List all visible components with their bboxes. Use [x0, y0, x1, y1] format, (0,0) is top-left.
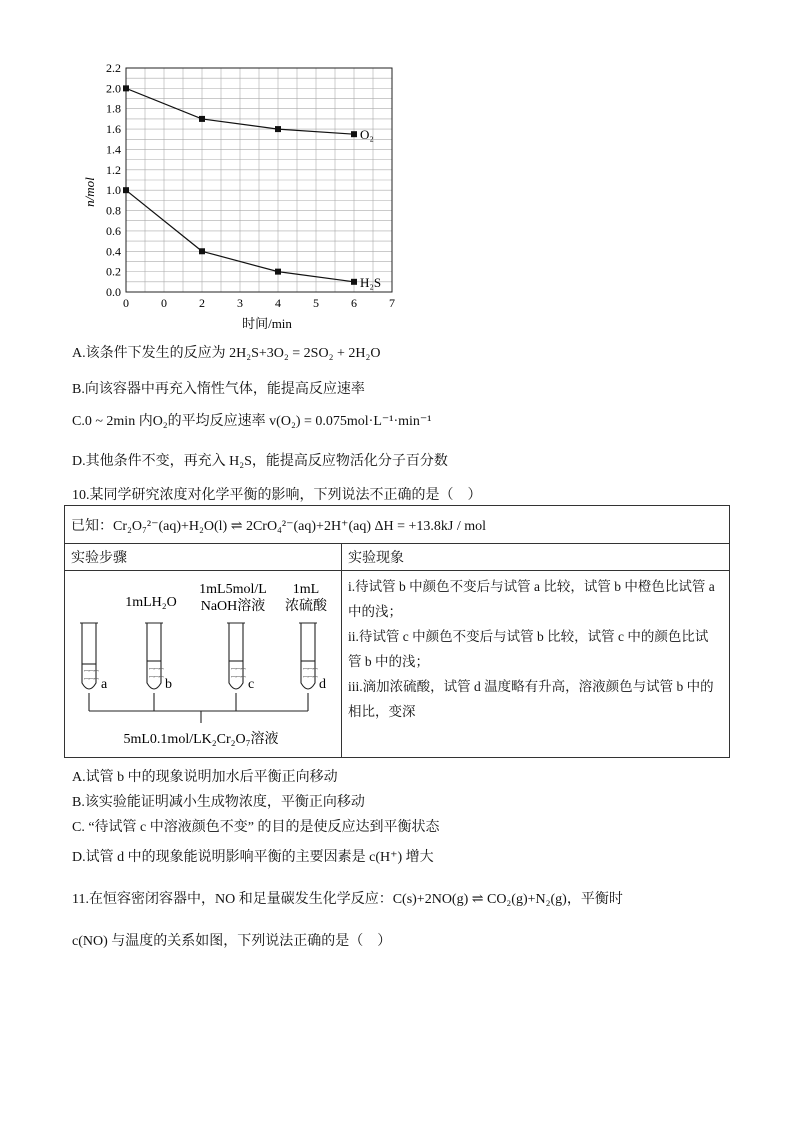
- label-naoh-2: NaOH溶液: [200, 599, 266, 614]
- obs-line-3: ii.待试管 c 中颜色不变后与试管 b 比较，试管 c 中的颜色比试: [348, 629, 709, 644]
- x-tick-label: 4: [275, 296, 281, 310]
- x-tick-label: 3: [237, 296, 243, 310]
- x-tick-label: 7: [389, 296, 395, 310]
- y-tick-label: 1.2: [106, 162, 121, 177]
- q9-option-d: D.其他条件不变，再充入 H₂S，能提高反应物活化分子百分数: [72, 454, 448, 469]
- tubes-diagram: [65, 571, 341, 757]
- tube-label-c: c: [248, 677, 255, 692]
- y-tick-label: 0.0: [106, 285, 121, 299]
- q11-line-1: 11.在恒容密闭容器中，NO 和足量碳发生化学反应：C(s)+2NO(g) ⇌ CO₂(g)+N₂(g)，平衡时: [72, 892, 623, 907]
- x-axis-label: 时间/min: [242, 316, 292, 331]
- label-water: 1mLH₂O: [125, 595, 177, 610]
- y-tick-label: 0.4: [106, 244, 121, 259]
- label-acid-2: 浓硫酸: [285, 599, 327, 614]
- y-tick-label: 1.8: [106, 101, 121, 116]
- data-point-H2S: [351, 279, 357, 285]
- q11-line-2: c(NO) 与温度的关系如图，下列说法正确的是（ ）: [72, 934, 392, 949]
- y-tick-label: 1.0: [106, 183, 121, 198]
- svg-text:ꟷꟷꟷ: ꟷꟷꟷ: [84, 676, 99, 683]
- data-point-H2S: [199, 248, 205, 254]
- svg-text:ꟷꟷꟷ: ꟷꟷꟷ: [149, 674, 164, 681]
- obs-line-5: iii.滴加浓硫酸，试管 d 温度略有升高，溶液颜色与试管 b 中的: [348, 679, 714, 694]
- data-point-O2: [123, 85, 129, 91]
- observations-cell: [342, 571, 730, 758]
- q10-option-b: B.该实验能证明减小生成物浓度，平衡正向移动: [72, 795, 365, 810]
- y-tick-label: 0.8: [106, 203, 121, 218]
- chart-grid: [126, 68, 392, 292]
- label-acid-1: 1mL: [292, 582, 320, 597]
- data-point-O2: [351, 131, 357, 137]
- q9-option-c: C.0 ~ 2min 内O₂的平均反应速率 v(O₂) = 0.075mol·L⁻¹·min⁻¹: [72, 414, 432, 429]
- q9-option-a: A.该条件下发生的反应为 2H₂S+3O₂ = 2SO₂ + 2H₂O: [72, 346, 381, 361]
- tube-label-d: d: [319, 677, 326, 692]
- q10-option-d: D.试管 d 中的现象能说明影响平衡的主要因素是 c(H⁺) 增大: [72, 850, 434, 865]
- obs-line-2: 中的浅；: [348, 604, 402, 619]
- x-tick-label: 5: [313, 296, 319, 310]
- x-tick-label: 0: [161, 296, 167, 310]
- line-chart: [80, 60, 410, 335]
- steps-cell: [65, 571, 342, 758]
- legend-label-H2S: H₂S: [360, 274, 382, 290]
- x-tick-label: 0: [123, 296, 129, 310]
- q10-option-c: C. “待试管 c 中溶液颜色不变” 的目的是使反应达到平衡状态: [72, 820, 440, 835]
- svg-text:ꟷꟷꟷ: ꟷꟷꟷ: [84, 668, 99, 675]
- y-tick-label: 0.2: [106, 264, 121, 279]
- q10-stem: 10.某同学研究浓度对化学平衡的影响，下列说法不正确的是（ ）: [72, 488, 482, 503]
- experiment-table: [64, 505, 730, 758]
- x-tick-label: 2: [199, 296, 205, 310]
- label-base-solution: 5mL0.1mol/LK₂Cr₂O₇溶液: [123, 732, 279, 747]
- q10-option-a: A.试管 b 中的现象说明加水后平衡正向移动: [72, 770, 338, 785]
- data-point-O2: [199, 116, 205, 122]
- known-equation: 已知：Cr₂O₇²⁻(aq)+H₂O(l) ⇌ 2CrO₄²⁻(aq)+2H⁺(aq) ΔH = +13.8kJ / mol: [65, 506, 730, 544]
- header-steps: 实验步骤: [65, 544, 342, 571]
- tube-label-b: b: [165, 677, 172, 692]
- obs-line-4: 管 b 中的浅；: [348, 654, 429, 669]
- svg-text:ꟷꟷꟷ: ꟷꟷꟷ: [149, 666, 164, 673]
- svg-text:ꟷꟷꟷ: ꟷꟷꟷ: [303, 674, 318, 681]
- obs-line-6: 相比，变深: [348, 704, 416, 719]
- y-tick-label: 1.4: [106, 142, 121, 157]
- svg-text:ꟷꟷꟷ: ꟷꟷꟷ: [303, 666, 318, 673]
- legend-label-O2: O₂: [360, 127, 374, 143]
- y-tick-label: 2.0: [106, 81, 121, 96]
- svg-text:ꟷꟷꟷ: ꟷꟷꟷ: [231, 674, 246, 681]
- y-tick-label: 1.6: [106, 122, 121, 137]
- obs-line-1: i.待试管 b 中颜色不变后与试管 a 比较，试管 b 中橙色比试管 a: [348, 579, 715, 594]
- tube-label-a: a: [101, 677, 108, 692]
- data-point-H2S: [123, 187, 129, 193]
- header-observations: 实验现象: [342, 544, 730, 571]
- y-tick-label: 0.6: [106, 223, 121, 238]
- y-tick-label: 2.2: [106, 61, 121, 75]
- q9-option-b: B.向该容器中再充入惰性气体，能提高反应速率: [72, 382, 365, 397]
- data-point-H2S: [275, 269, 281, 275]
- svg-text:ꟷꟷꟷ: ꟷꟷꟷ: [231, 666, 246, 673]
- chart-series: [123, 85, 381, 289]
- data-point-O2: [275, 126, 281, 132]
- y-axis-label: n/mol: [82, 177, 97, 207]
- x-tick-label: 6: [351, 296, 357, 310]
- label-naoh-1: 1mL5mol/L: [199, 582, 267, 597]
